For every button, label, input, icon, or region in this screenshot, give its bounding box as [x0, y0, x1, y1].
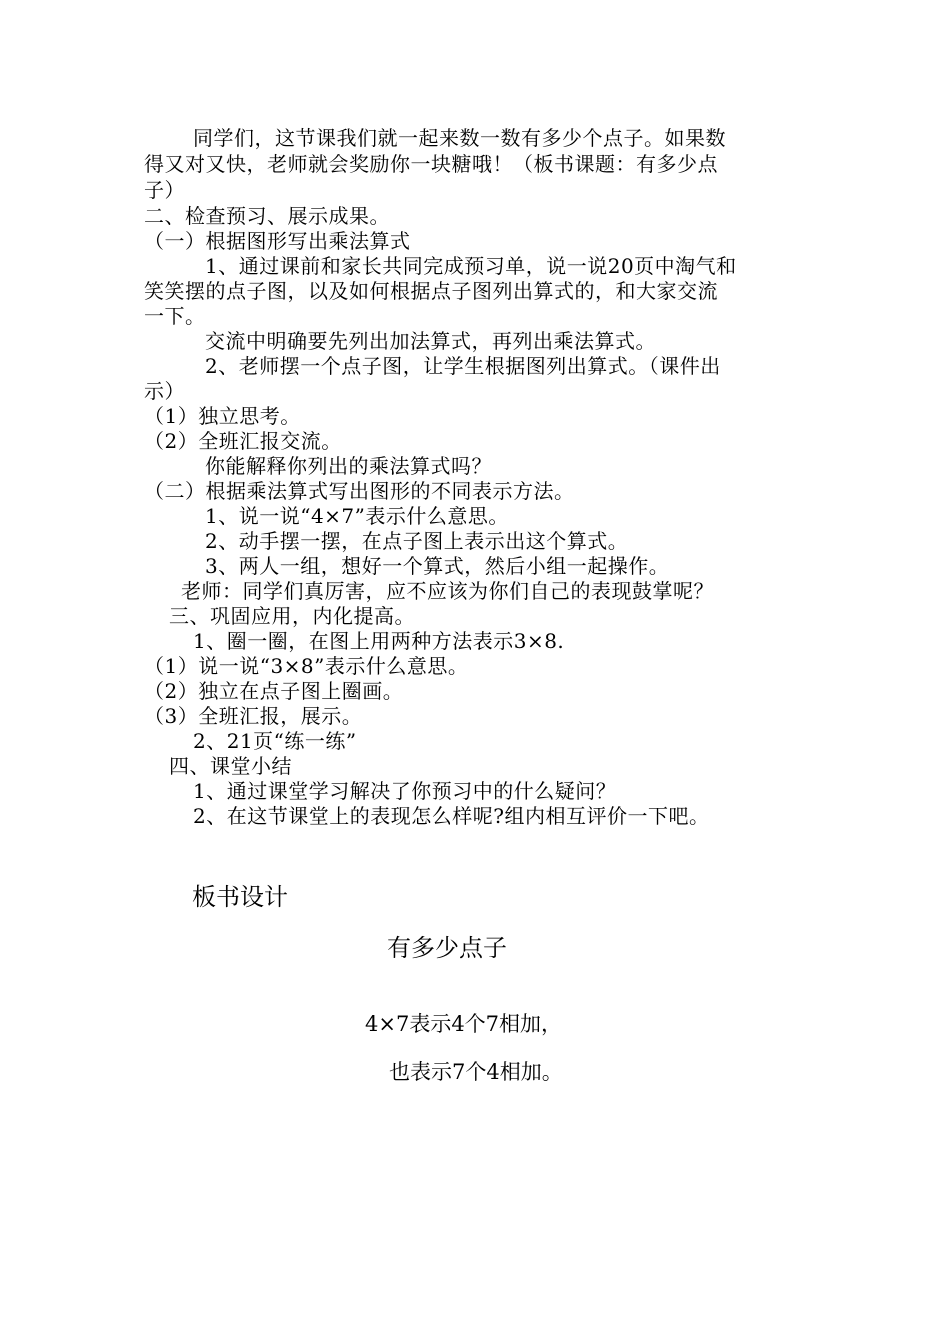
text-line-7: 笑笑摆的点子图，以及如何根据点子图列出算式的，和大家交流	[144, 279, 718, 303]
text-line-28: 2、在这节课堂上的表现怎么样呢?组内相互评价一下吧。	[193, 804, 710, 828]
text-line-17: 2、动手摆一摆，在点子图上表示出这个算式。	[205, 529, 629, 553]
board-title: 有多少点子	[387, 934, 507, 962]
text-line-23: （2）独立在点子图上圈画。	[144, 679, 404, 703]
text-line-20: 三、巩固应用，内化提高。	[169, 604, 415, 628]
text-line-13: （2）全班汇报交流。	[144, 429, 342, 453]
text-line-3: 子）	[144, 178, 185, 202]
text-line-2: 得又对又快，老师就会奖励你一块糖哦！（板书课题：有多少点	[144, 152, 718, 176]
text-line-12: （1）独立思考。	[144, 404, 301, 428]
text-line-27: 1、通过课堂学习解决了你预习中的什么疑问？	[193, 779, 617, 803]
text-line-5: （一）根据图形写出乘法算式	[144, 229, 411, 253]
text-line-11: 示）	[144, 379, 185, 403]
text-line-6: 1、通过课前和家长共同完成预习单，说一说20页中淘气和	[205, 254, 737, 278]
board-design-heading: 板书设计	[192, 883, 288, 911]
text-line-15: （二）根据乘法算式写出图形的不同表示方法。	[144, 479, 575, 503]
text-line-16: 1、说一说“4×7”表示什么意思。	[205, 504, 509, 528]
text-line-8: 一下。	[144, 304, 206, 328]
text-line-14: 你能解释你列出的乘法算式吗？	[205, 454, 492, 478]
text-line-24: （3）全班汇报，展示。	[144, 704, 363, 728]
board-line-2: 也表示7个4相加。	[389, 1060, 563, 1084]
text-line-4: 二、检查预习、展示成果。	[144, 204, 390, 228]
text-line-25: 2、21页“练一练”	[193, 729, 357, 753]
text-line-19: 老师：同学们真厉害，应不应该为你们自己的表现鼓掌呢？	[181, 579, 714, 603]
text-line-21: 1、圈一圈，在图上用两种方法表示3×8.	[193, 629, 565, 653]
text-line-9: 交流中明确要先列出加法算式，再列出乘法算式。	[205, 329, 656, 353]
text-line-10: 2、老师摆一个点子图，让学生根据图列出算式。（课件出	[205, 354, 721, 378]
text-line-26: 四、课堂小结	[169, 754, 292, 778]
board-line-1: 4×7表示4个7相加，	[365, 1012, 563, 1036]
text-line-1: 同学们，这节课我们就一起来数一数有多少个点子。如果数	[193, 126, 726, 150]
text-line-22: （1）说一说“3×8”表示什么意思。	[144, 654, 469, 678]
text-line-18: 3、两人一组，想好一个算式，然后小组一起操作。	[205, 554, 670, 578]
